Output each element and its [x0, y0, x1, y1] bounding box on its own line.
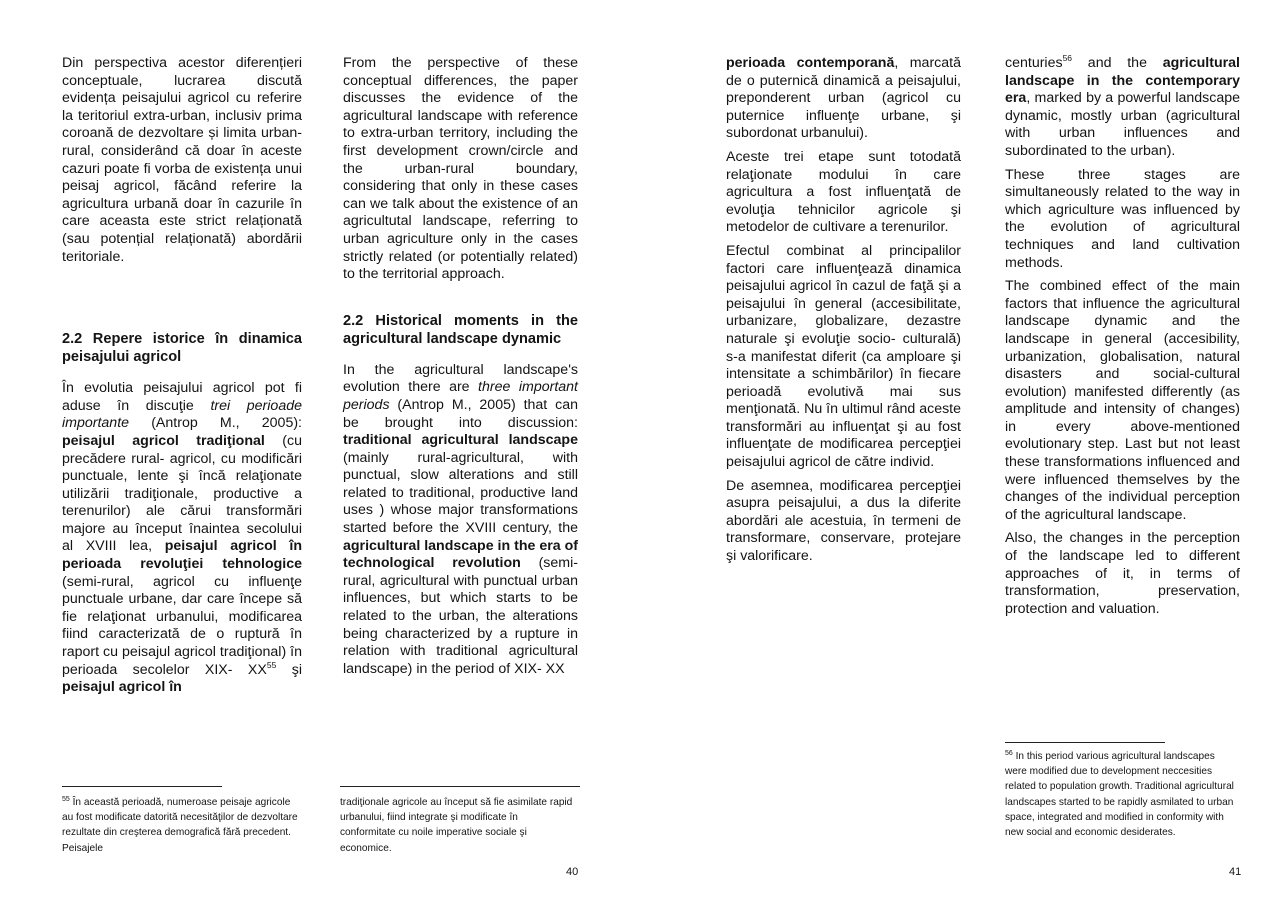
paragraph: The combined effect of the main factors that influence the agricultural landscape dynamic and the landscape in general (accesibility, urbanization, globalisation, natural disasters and social-cultural evolution) manifested differently (as amplitude and intensity of changes) in every above-mentioned evolutionary step. Last but not least these transformations influenced and were influenced themselves by the changes of the individual perception of the agricultural landscape.: [1005, 278, 1240, 523]
paragraph: Aceste trei etape sunt totodată relaţionate modului în care agricultura a fost influenţată de evoluţia tehnicilor agricole şi metodelor de cultivare a terenurilor.: [726, 148, 961, 236]
right-col-english: [1005, 55, 1240, 624]
paragraph: From the perspective of these conceptual differences, the paper discusses the evidence of the agricultural landscape with reference to extra-urban territory, including the first development crown/circle and the urban-rural boundary, considering that only in these cases can we talk about the existence of an agricultutal landscape, referring to urban agriculture only in the cases strictly related (or potentially related) to the territorial approach.: [343, 55, 578, 283]
section-heading: 2.2 Repere istorice în dinamica peisajului agricol: [62, 331, 302, 366]
footnote-55-continued: tradiţionale agricole au început să fie asimilate rapid urbanului, fiind integrate şi modificate în conformitate cu noile imperative sociale şi economice.: [340, 797, 573, 854]
paragraph: perioada contemporană, marcată de o puternică dinamică a peisajului, preponderent urban (agricol cu puternice influenţe urbane, şi subordonat urbanului).: [726, 55, 961, 142]
footnote-ref: 55: [266, 659, 277, 670]
paragraph: centuries$^{56}$ and the agricultural landscape in the contemporary era, marked by a powerful landscape dynamic, mostly urban (agricultural with urban influences and subordinated to the urban).: [1005, 53, 1240, 159]
right-col-romanian: [726, 55, 961, 572]
footnote-56: $^{56}$ In this period various agricultural landscapes were modified due to development neccesities related to population growth. Traditional agricultural landscapes started to be rapidly asmilated to urban space, integrated and modified in conformity with new social and economic desiderates.: [1005, 750, 1234, 839]
footnote-55: $^{55}$ În această perioadă, numeroase peisaje agricole au fost modificate datorită necesităţilor de dezvoltare rezultate din creşterea demografică fără precedent. Peisajele: [62, 796, 298, 854]
footnote-separator: [340, 786, 580, 787]
paragraph: Also, the changes in the perception of the landscape led to different approaches of it, in terms of transformation, preservation, protection and valuation.: [1005, 530, 1240, 617]
page-number: 40: [566, 866, 579, 878]
paragraph: De asemnea, modificarea percepţiei asupra peisajului, a dus la diferite abordări ale acestuia, în termeni de transformare, conservare, protejare şi valorificare.: [726, 477, 961, 565]
paragraph: În evolutia peisajului agricol pot fi aduse în discuţie trei perioade importante (Antrop M., 2005): peisajul agricol tradiţional (cu precădere rural- agricol, cu modificări punctuale, lente şi încă relaţionate utilizării tradiţionale, productive a terenurilor) ale cărui transformări majore au început înaintea secolului al XVIII lea, peisajul agricol în perioada revoluţiei tehnologice (semi-rural, agricol cu influenţe punctuale urbane, dar care începe să fie relaţionat urbanului, modificarea fiind caracterizată de o ruptură în raport cu peisajul agricol tradiţional) în perioada secolelor XIX- XX$^{55}$ şi peisajul agricol în: [62, 380, 302, 696]
paragraph: Din perspectiva acestor diferențieri conceptuale, lucrarea discută evidența peisajului agricol cu referire la teritoriul extra-urban, inclusiv prima coroană de dezvoltare și limita urban- rural, considerând că doar în aceste cazuri poate fi vorba de existența unui peisaj agricol, făcând referire la agricultura urbană doar în cazurile în care aceasta este strict relaționată (sau potențial relaționată) abordării teritoriale.: [62, 55, 302, 265]
left-col-english: [343, 55, 578, 684]
paragraph: These three stages are simultaneously related to the way in which agriculture was influenced by the evolution of agricultural techniques and land cultivation methods.: [1005, 166, 1240, 271]
footnote-separator: [1005, 742, 1165, 743]
footnote-ref: 56: [1062, 53, 1073, 63]
left-col-romanian: [62, 55, 302, 703]
paragraph: Efectul combinat al principalilor factori care influenţează dinamica peisajului agricol în cazul de faţă şi a peisajului în general (accesibilitate, urbanizare, globalizare, dezastre naturale şi evoluţie socio- culturală) s-a manifestat diferit (ca amploare şi intensitate a schimbărilor) în fiecare perioadă evolutivă mai sus menţionată. Nu în ultimul rând aceste transformări au influenţat şi au fost influenţate de modificarea percepţiei peisajului agricol de către individ.: [726, 242, 962, 471]
section-heading: 2.2 Historical moments in the agricultural landscape dynamic: [343, 312, 578, 347]
page-number: 41: [1229, 866, 1242, 878]
paragraph: In the agricultural landscape's evolution there are three important periods (Antrop M., 2005) that can be brought into discussion: traditional agricultural landscape (mainly rural-agricultural, with punctual, slow alterations and still related to traditional, productive land uses ) whose major transformations started before the XVIII century, the agricultural landscape in the era of technological revolution (semi-rural, agricultural with punctual urban influences, but which starts to be related to the urban, the alterations being characterized by a rupture in relation with traditional agricultural landscape) in the period of XIX- XX: [343, 361, 578, 677]
footnote-separator: [62, 786, 222, 787]
